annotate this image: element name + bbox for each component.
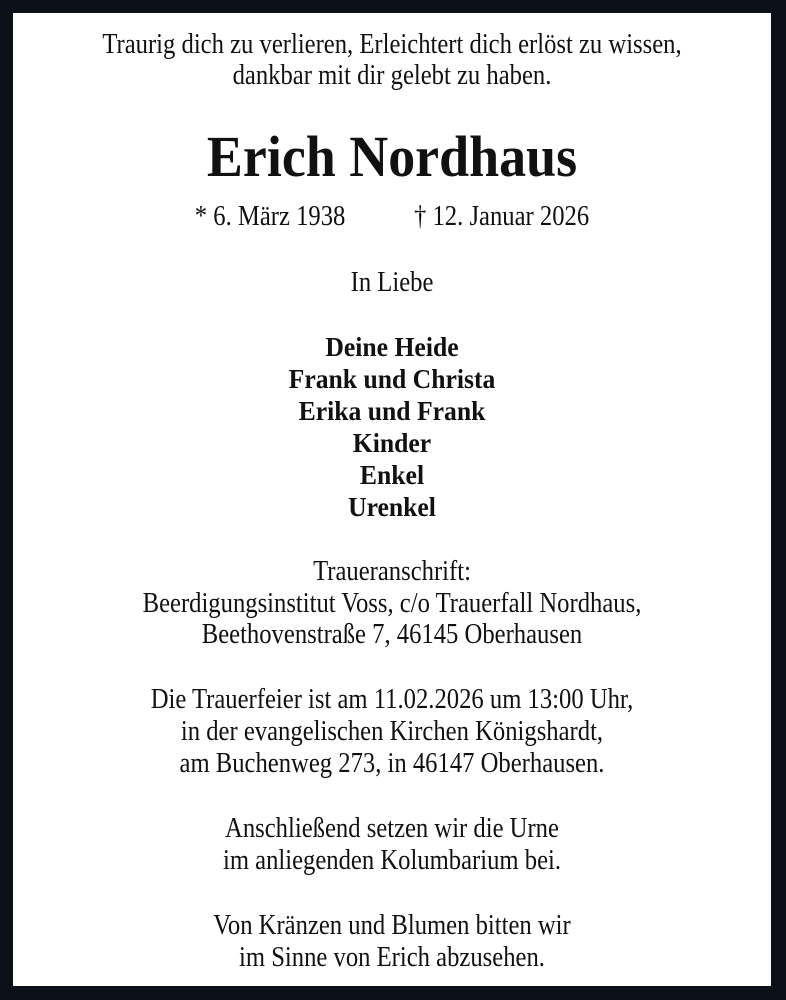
ceremony-line: am Buchenweg 273, in 46147 Oberhausen.	[179, 748, 605, 779]
in-love-text: In Liebe	[350, 267, 434, 298]
mourner: Enkel	[359, 460, 425, 490]
urn-line: im anliegenden Kolumbarium bei.	[222, 845, 562, 876]
address-heading: Traueranschrift:	[313, 556, 471, 587]
address-line: Beethovenstraße 7, 46145 Oberhausen	[201, 619, 583, 650]
life-dates	[58, 201, 725, 233]
urn-line: Anschließend setzen wir die Urne	[225, 813, 559, 844]
mourner: Urenkel	[348, 492, 436, 522]
mourner: Erika und Frank	[298, 396, 486, 426]
ceremony-line: Die Trauerfeier ist am 11.02.2026 um 13:00 Uhr,	[150, 684, 634, 715]
mourner: Deine Heide	[325, 332, 459, 362]
deceased-name: Erich Nordhaus	[206, 124, 578, 189]
death-date: † 12. Januar 2026	[414, 201, 590, 232]
motto-line: Traurig dich zu verlieren, Erleichtert dich erlöst zu wissen,	[102, 29, 682, 60]
motto-line: dankbar mit dir gelebt zu haben.	[232, 60, 552, 91]
obituary-notice	[13, 13, 771, 986]
mourner: Frank und Christa	[288, 364, 496, 394]
flowers-line: Von Kränzen und Blumen bitten wir	[213, 910, 571, 941]
mourner: Kinder	[352, 428, 432, 458]
flowers-line: im Sinne von Erich abzusehen.	[239, 942, 545, 973]
address-line: Beerdigungsinstitut Voss, c/o Trauerfall Nordhaus,	[142, 588, 642, 619]
ceremony-line: in der evangelischen Kirchen Königshardt,	[180, 716, 604, 747]
birth-date: * 6. März 1938	[194, 201, 346, 232]
